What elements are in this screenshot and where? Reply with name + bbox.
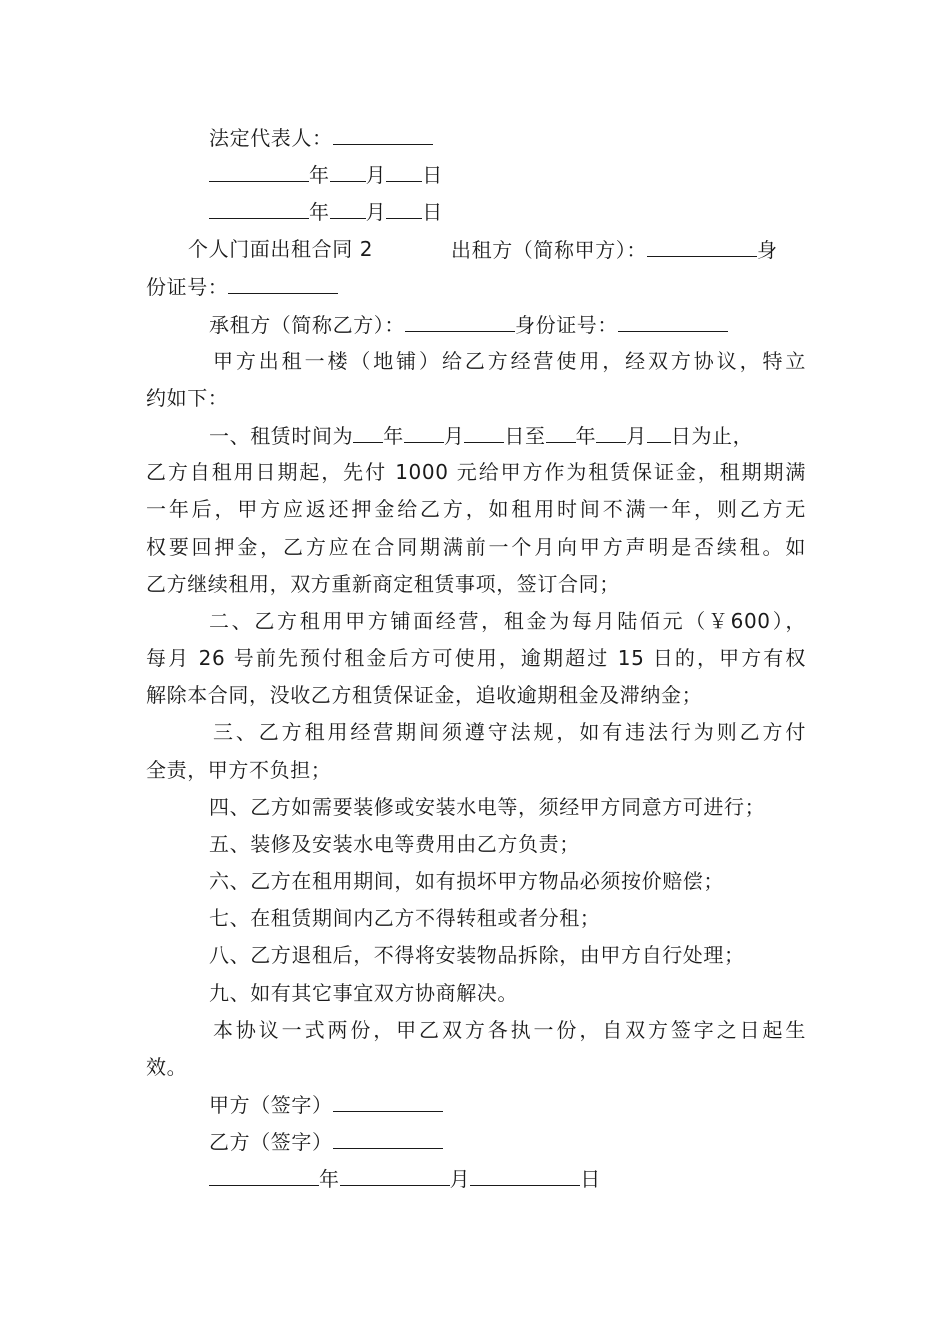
year-label: 年 [319,1167,340,1191]
legal-rep-line [209,124,433,151]
legal-rep-label: 法定代表人： [209,126,333,150]
date-line-2 [209,198,443,225]
date-line-1 [209,161,443,188]
clause1-line-2: 乙方自租用日期起，先付 1000 元给甲方作为租赁保证金，租期期满 [146,460,806,484]
year-label: 年 [383,424,404,448]
intro-line-2: 约如下： [146,386,229,410]
blank-field [333,1128,443,1149]
blank-field [330,198,366,219]
blank-field [386,198,422,219]
clause2-line-1: 二、乙方租用甲方铺面经营，租金为每月陆佰元（￥600）， [209,609,806,633]
blank-field [209,1165,319,1186]
lessor-id-label-cont: 份证号： [146,275,229,299]
month-label: 月 [365,200,387,224]
year-label: 年 [309,163,330,187]
clause2-line-2: 每月 26 号前先预付租金后方可使用，逾期超过 15 日的，甲方有权 [146,646,806,670]
clause5: 五、装修及安装水电等费用由乙方负责； [209,832,580,856]
lessee-id-label: 身份证号： [515,313,618,337]
clause1-line-1 [209,422,753,449]
lessor-line [451,236,778,263]
clause6: 六、乙方在租用期间，如有损坏甲方物品必须按价赔偿； [209,869,724,893]
blank-field [340,1165,450,1186]
lessee-line [209,311,728,338]
clause1-line-5: 乙方继续租用，双方重新商定租赁事项，签订合同； [146,572,620,596]
party-a-label: 甲方（签字） [209,1093,333,1117]
clause9: 九、如有其它事宜双方协商解决。 [209,981,518,1005]
blank-field [647,422,671,443]
clause2-line-3: 解除本合同，没收乙方租赁保证金，追收逾期租金及滞纳金； [146,683,703,707]
clause8: 八、乙方退租后，不得将安装物品拆除，由甲方自行处理； [209,943,745,967]
blank-field [546,422,576,443]
party-b-signature-line [209,1128,443,1155]
blank-field [353,422,383,443]
clause1-label: 一、租赁时间为 [209,424,354,448]
blank-field [470,1165,580,1186]
month-label: 月 [449,1167,471,1191]
blank-field [386,161,422,182]
blank-field [333,1091,443,1112]
day-label: 日 [422,200,443,224]
month-label: 月 [626,424,647,448]
clause3-line-1: 三、乙方租用经营期间须遵守法规，如有违法行为则乙方付 [213,720,806,744]
signature-date-line [209,1165,601,1192]
blank-field [618,311,728,332]
year-label: 年 [575,424,597,448]
intro-line-1: 甲方出租一楼（地铺）给乙方经营使用，经双方协议，特立 [213,349,806,373]
month-label: 月 [443,424,465,448]
party-a-signature-line [209,1091,443,1118]
day-to-label: 日至 [504,424,546,448]
clause1-line-3: 一年后，甲方应返还押金给乙方，如租用时间不满一年，则乙方无 [146,497,806,521]
blank-field [228,273,338,294]
clause4: 四、乙方如需要装修或安装水电等，须经甲方同意方可进行； [209,795,766,819]
blank-field [405,311,515,332]
lessor-label: 出租方（简称甲方）： [451,238,647,262]
blank-field [464,422,504,443]
closing-line-2: 效。 [146,1055,188,1079]
contract-title: 个人门面出租合同 2 [188,237,374,261]
clause7: 七、在租赁期间内乙方不得转租或者分租； [209,906,601,930]
clause3-line-2: 全责，甲方不负担； [146,758,332,782]
closing-line-1: 本协议一式两份，甲乙双方各执一份，自双方签字之日起生 [213,1018,806,1042]
blank-field [647,236,757,257]
day-label: 日 [422,163,443,187]
blank-field [330,161,366,182]
blank-field [209,161,309,182]
day-label: 日 [580,1167,601,1191]
month-label: 月 [365,163,387,187]
blank-field [404,422,444,443]
blank-field [333,124,433,145]
blank-field [596,422,626,443]
clause1-line-4: 权要回押金，乙方应在合同期满前一个月向甲方声明是否续租。如 [146,535,806,559]
lessor-id-line [146,273,338,300]
lessee-label: 承租方（简称乙方）： [209,313,405,337]
party-b-label: 乙方（签字） [209,1130,333,1154]
blank-field [209,198,309,219]
lessor-id-label: 身 [757,238,778,262]
end-label: 日为止， [670,424,754,448]
year-label: 年 [309,200,330,224]
